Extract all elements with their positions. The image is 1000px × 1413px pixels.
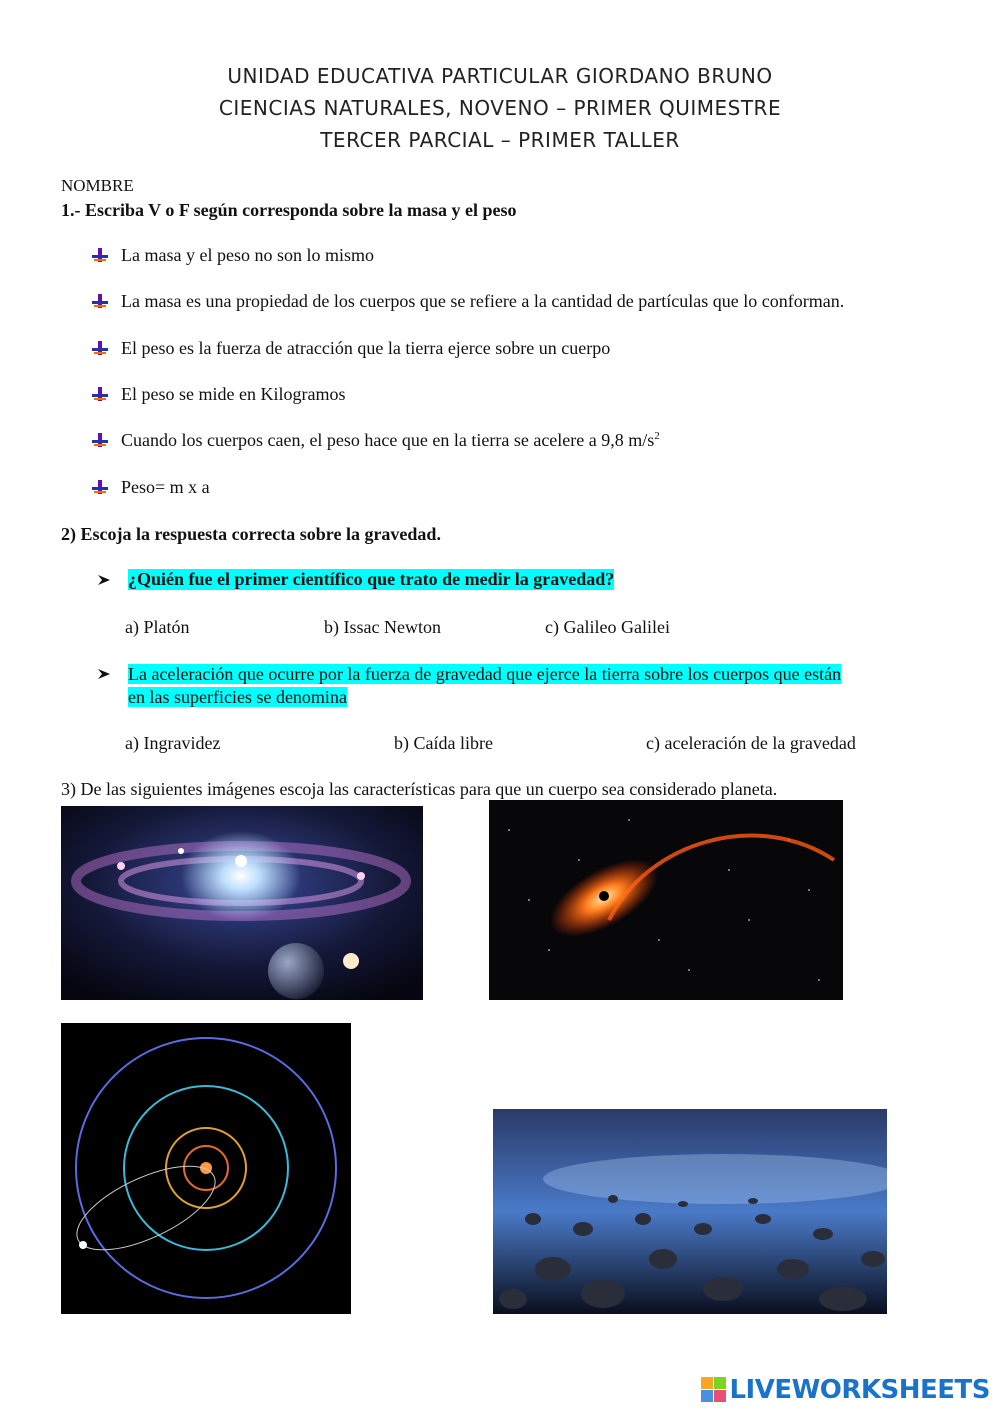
exponent: 2: [654, 430, 660, 442]
header-line-3: TERCER PARCIAL – PRIMER TALLER: [320, 128, 680, 152]
list-item: [90, 477, 210, 498]
item-text: La masa y el peso no son lo mismo: [121, 245, 374, 265]
q1-option-c[interactable]: c) Galileo Galilei: [545, 617, 670, 637]
item-text: El peso es la fuerza de atracción que la tierra ejerce sobre un cuerpo: [121, 338, 611, 358]
header-line-1: UNIDAD EDUCATIVA PARTICULAR GIORDANO BRUNO: [227, 64, 773, 88]
black-hole-image[interactable]: [489, 800, 843, 1000]
section3-title: 3) De las siguientes imágenes escoja las características para que un cuerpo sea considerado planeta.: [61, 779, 778, 799]
plus-bullet-icon: [90, 431, 110, 451]
liveworksheets-logo-icon: [701, 1377, 727, 1403]
question-1: [96, 569, 614, 590]
logo-text: LIVEWORKSHEETS: [729, 1375, 990, 1405]
galaxy-image[interactable]: [61, 806, 423, 1000]
plus-bullet-icon: [90, 478, 110, 498]
list-item: [90, 245, 374, 266]
item-text-main: Cuando los cuerpos caen, el peso hace que en la tierra se acelere a 9,8 m/s: [121, 430, 655, 450]
list-item: [90, 291, 844, 312]
plus-bullet-icon: [90, 385, 110, 405]
item-text: La masa es una propiedad de los cuerpos que se refiere a la cantidad de partículas que lo conforman.: [121, 291, 845, 311]
question-2: [96, 663, 841, 709]
plus-bullet-icon: [90, 339, 110, 359]
name-label: NOMBRE: [61, 176, 134, 195]
plus-bullet-icon: [90, 292, 110, 312]
item-text: [121, 430, 660, 451]
q2-option-c[interactable]: c) aceleración de la gravedad: [646, 733, 856, 753]
arrow-bullet-icon: [96, 571, 114, 589]
section1-title: 1.- Escriba V o F según corresponda sobre la masa y el peso: [61, 200, 517, 220]
list-item: [90, 430, 660, 451]
asteroid-belt-image[interactable]: [493, 1109, 887, 1314]
item-text: El peso se mide en Kilogramos: [121, 384, 346, 404]
liveworksheets-logo: [701, 1375, 990, 1405]
question-2-text-line-1: La aceleración que ocurre por la fuerza de gravedad que ejerce la tierra sobre los cuerpos que están: [128, 664, 842, 684]
q1-option-a[interactable]: a) Platón: [125, 617, 190, 637]
solar-system-image[interactable]: [61, 1023, 351, 1314]
header-line-2: CIENCIAS NATURALES, NOVENO – PRIMER QUIMESTRE: [218, 96, 782, 120]
list-item: [90, 338, 610, 359]
question-1-text: ¿Quién fue el primer científico que trato de medir la gravedad?: [128, 569, 615, 589]
arrow-bullet-icon: [96, 665, 114, 683]
list-item: [90, 384, 345, 405]
q2-option-a[interactable]: a) Ingravidez: [125, 733, 221, 753]
question-2-text-line-2: en las superficies se denomina: [128, 687, 347, 707]
q2-option-b[interactable]: b) Caída libre: [394, 733, 493, 753]
q1-option-b[interactable]: b) Issac Newton: [324, 617, 441, 637]
plus-bullet-icon: [90, 246, 110, 266]
section2-title: 2) Escoja la respuesta correcta sobre la gravedad.: [61, 524, 441, 544]
item-text: Peso= m x a: [121, 477, 210, 497]
